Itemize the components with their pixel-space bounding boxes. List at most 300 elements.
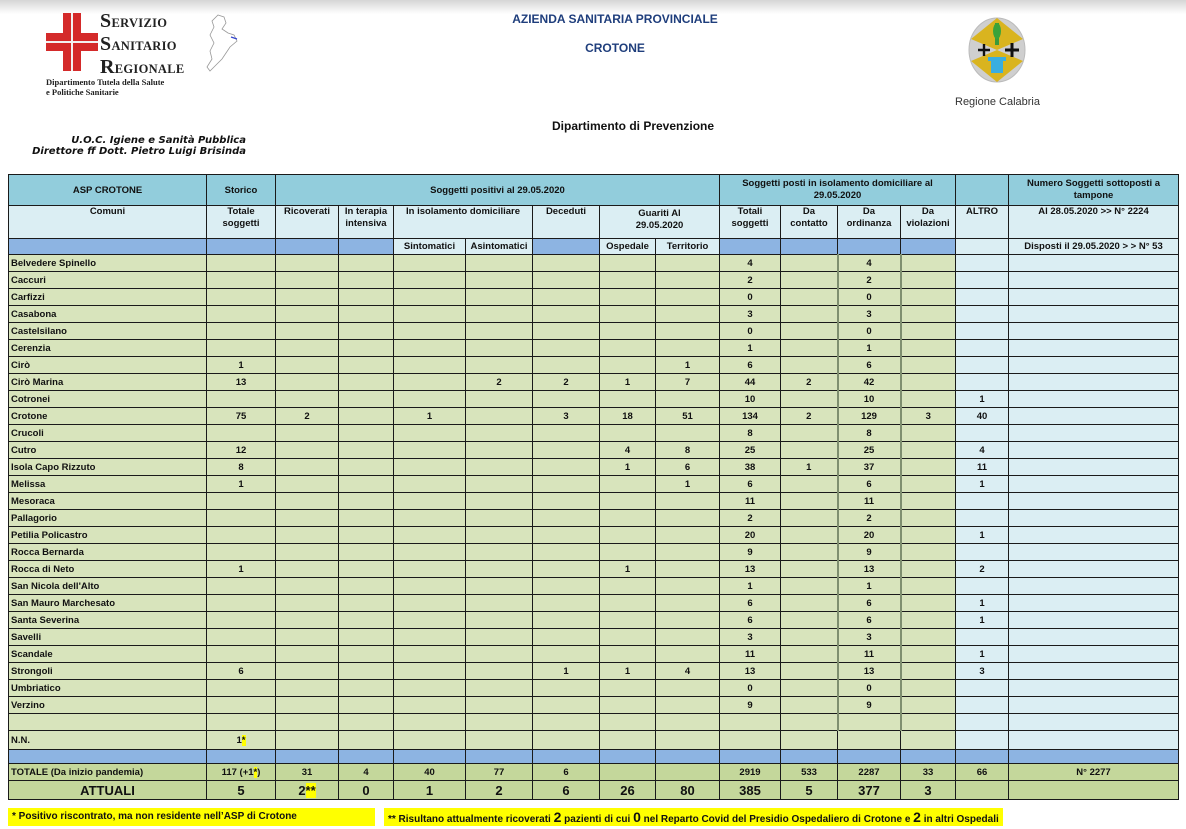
cell-contatto — [781, 510, 838, 527]
comune-name: Santa Severina — [9, 612, 207, 629]
cell-ric — [276, 561, 339, 578]
header-isol-dom: In isolamento domiciliare — [394, 206, 533, 239]
cell-terr — [656, 612, 720, 629]
cell-ordinanza: 9 — [838, 697, 901, 714]
table-row — [9, 357, 1179, 374]
cell-ric — [276, 255, 339, 272]
cell-asint — [466, 272, 533, 289]
cell-dec — [533, 425, 600, 442]
table-row — [9, 510, 1179, 527]
cell-ric — [276, 510, 339, 527]
cell-ti — [339, 714, 394, 731]
cell-osp — [600, 697, 656, 714]
covid-data-table — [8, 174, 1179, 800]
cell-ordinanza: 1 — [838, 340, 901, 357]
cell-altro — [956, 680, 1009, 697]
cell-osp — [600, 595, 656, 612]
cell-asint — [466, 442, 533, 459]
cell-ti — [339, 459, 394, 476]
cell-sint — [394, 697, 466, 714]
cell-contatto — [781, 493, 838, 510]
cell-isol_tot: 6 — [720, 612, 781, 629]
cell-asint — [466, 646, 533, 663]
cell-sint — [394, 425, 466, 442]
cell-ordinanza: 6 — [838, 476, 901, 493]
cell-tampone — [1009, 306, 1179, 323]
cell-violazioni — [901, 272, 956, 289]
cell-terr — [656, 629, 720, 646]
cell-asint — [466, 714, 533, 731]
cell-dec — [533, 357, 600, 374]
cell-osp — [600, 340, 656, 357]
cell-tot: 8 — [207, 459, 276, 476]
header-sintomatici: Sintomatici — [394, 239, 466, 255]
cell-contatto — [781, 255, 838, 272]
cell-ordinanza: 6 — [838, 595, 901, 612]
cell-dec — [533, 527, 600, 544]
cell-tampone — [1009, 544, 1179, 561]
header-disposti: Disposti il 29.05.2020 > > N° 53 — [1009, 239, 1179, 255]
cell-sint — [394, 442, 466, 459]
table-row — [9, 527, 1179, 544]
cell-isol_tot: 44 — [720, 374, 781, 391]
cell-ordinanza — [838, 714, 901, 731]
cell-altro — [956, 289, 1009, 306]
cell-asint — [466, 561, 533, 578]
cell-ti — [339, 425, 394, 442]
cell-dec — [533, 697, 600, 714]
cell-osp — [600, 255, 656, 272]
cell-violazioni — [901, 442, 956, 459]
cell-dec — [533, 646, 600, 663]
table-row — [9, 714, 1179, 731]
cell-ordinanza: 10 — [838, 391, 901, 408]
cell-ordinanza: 37 — [838, 459, 901, 476]
cell-violazioni — [901, 323, 956, 340]
cell-contatto — [781, 425, 838, 442]
cell-asint — [466, 578, 533, 595]
cell-dec — [533, 680, 600, 697]
cell-terr — [656, 425, 720, 442]
cell-tampone — [1009, 425, 1179, 442]
cell-altro — [956, 493, 1009, 510]
cell-tot — [207, 255, 276, 272]
table-row — [9, 289, 1179, 306]
cell-ti — [339, 493, 394, 510]
table-row-attuali: ATTUALI 5 2** 0 1 2 6 26 80 385 5 377 3 — [9, 781, 1179, 800]
cell-violazioni — [901, 544, 956, 561]
footnote-1: * Positivo riscontrato, ma non residente nell’ASP di Crotone — [8, 808, 375, 826]
cell-sint — [394, 510, 466, 527]
cell-contatto — [781, 357, 838, 374]
cell-dec — [533, 629, 600, 646]
cell-tot — [207, 306, 276, 323]
header-terapia: In terapia intensiva — [339, 206, 394, 239]
cell-ti — [339, 357, 394, 374]
header-asp: ASP CROTONE — [9, 175, 207, 206]
cell-isol_tot: 10 — [720, 391, 781, 408]
cell-sint — [394, 544, 466, 561]
asp-city: CROTONE — [585, 41, 645, 55]
cell-violazioni — [901, 289, 956, 306]
cell-ordinanza: 42 — [838, 374, 901, 391]
cell-dec — [533, 578, 600, 595]
comune-name: Savelli — [9, 629, 207, 646]
table-row — [9, 544, 1179, 561]
table-row — [9, 323, 1179, 340]
cell-altro — [956, 357, 1009, 374]
table-row — [9, 629, 1179, 646]
cell-violazioni — [901, 561, 956, 578]
cell-osp — [600, 476, 656, 493]
cell-violazioni — [901, 714, 956, 731]
cell-osp — [600, 425, 656, 442]
cell-violazioni — [901, 629, 956, 646]
header-row-1 — [9, 175, 1179, 206]
comune-name: Cotronei — [9, 391, 207, 408]
attuali-label: ATTUALI — [9, 781, 207, 800]
cell-ti — [339, 646, 394, 663]
cell-altro — [956, 697, 1009, 714]
cell-isol_tot — [720, 714, 781, 731]
cell-asint — [466, 391, 533, 408]
cell-altro: 1 — [956, 612, 1009, 629]
comune-name: Cerenzia — [9, 340, 207, 357]
cell-sint — [394, 391, 466, 408]
header-altro: ALTRO — [956, 206, 1009, 239]
cell-ric — [276, 629, 339, 646]
cell-ric — [276, 578, 339, 595]
cell-isol_tot: 1 — [720, 578, 781, 595]
cell-isol_tot: 134 — [720, 408, 781, 425]
cell-asint — [466, 425, 533, 442]
cell-ric — [276, 646, 339, 663]
cell-sint — [394, 323, 466, 340]
cell-tampone — [1009, 255, 1179, 272]
cell-terr — [656, 255, 720, 272]
cell-altro — [956, 374, 1009, 391]
cell-tot: 75 — [207, 408, 276, 425]
cell-tot — [207, 425, 276, 442]
cell-contatto — [781, 323, 838, 340]
table-row — [9, 255, 1179, 272]
asp-title: AZIENDA SANITARIA PROVINCIALE — [512, 12, 718, 26]
cell-sint — [394, 680, 466, 697]
cell-asint — [466, 323, 533, 340]
cell-ric — [276, 612, 339, 629]
cell-isol_tot: 0 — [720, 680, 781, 697]
cell-dec — [533, 714, 600, 731]
cell-dec — [533, 323, 600, 340]
comune-name: Melissa — [9, 476, 207, 493]
cell-altro — [956, 323, 1009, 340]
header-altro-blank — [956, 175, 1009, 206]
cell-ric — [276, 289, 339, 306]
cell-ti — [339, 680, 394, 697]
cell-ordinanza: 2 — [838, 510, 901, 527]
cell-ti — [339, 289, 394, 306]
header-da-contatto: Da contatto — [781, 206, 838, 239]
cell-tampone — [1009, 289, 1179, 306]
cell-ric — [276, 527, 339, 544]
cell-tot — [207, 646, 276, 663]
cell-sint — [394, 306, 466, 323]
cell-ti — [339, 595, 394, 612]
table-row — [9, 408, 1179, 425]
cell-dec — [533, 510, 600, 527]
header-guariti: Guariti Al 29.05.2020 — [600, 206, 720, 239]
cell-terr — [656, 323, 720, 340]
header-da-ordinanza: Da ordinanza — [838, 206, 901, 239]
region-label: Regione Calabria — [955, 96, 1040, 108]
comune-name: Verzino — [9, 697, 207, 714]
cell-osp: 1 — [600, 663, 656, 680]
header-territorio: Territorio — [656, 239, 720, 255]
cell-ordinanza: 11 — [838, 493, 901, 510]
cell-asint — [466, 357, 533, 374]
cell-tampone — [1009, 493, 1179, 510]
cell-contatto — [781, 561, 838, 578]
cell-ric — [276, 663, 339, 680]
cell-altro — [956, 714, 1009, 731]
cell-contatto — [781, 714, 838, 731]
cell-isol_tot: 25 — [720, 442, 781, 459]
data-rows — [9, 255, 1179, 731]
cell-dec — [533, 306, 600, 323]
cell-ti — [339, 272, 394, 289]
comune-name: Petilia Policastro — [9, 527, 207, 544]
cell-isol_tot: 11 — [720, 646, 781, 663]
cell-ti — [339, 374, 394, 391]
cell-ric — [276, 459, 339, 476]
cell-altro: 2 — [956, 561, 1009, 578]
cell-tampone — [1009, 663, 1179, 680]
cell-tot — [207, 493, 276, 510]
cell-ordinanza: 20 — [838, 527, 901, 544]
cell-altro: 4 — [956, 442, 1009, 459]
table-row — [9, 272, 1179, 289]
table-row-totale: TOTALE (Da inizio pandemia) 117 (+1*) 31 4 40 77 6 2919 533 2287 33 66 N° 2277 — [9, 764, 1179, 781]
cell-violazioni — [901, 697, 956, 714]
cell-violazioni: 3 — [901, 408, 956, 425]
cell-ordinanza: 4 — [838, 255, 901, 272]
cell-tampone — [1009, 714, 1179, 731]
comune-name: Carfizzi — [9, 289, 207, 306]
cell-contatto: 2 — [781, 408, 838, 425]
cell-tot: 1 — [207, 476, 276, 493]
table-row — [9, 595, 1179, 612]
cell-sint — [394, 629, 466, 646]
cell-tampone — [1009, 442, 1179, 459]
cell-asint — [466, 459, 533, 476]
cell-sint — [394, 663, 466, 680]
cell-tot — [207, 629, 276, 646]
cell-ordinanza: 1 — [838, 578, 901, 595]
cell-terr — [656, 697, 720, 714]
cell-ti — [339, 391, 394, 408]
cell-ric — [276, 272, 339, 289]
cell-sint — [394, 289, 466, 306]
cell-violazioni — [901, 646, 956, 663]
cell-contatto — [781, 544, 838, 561]
cell-violazioni — [901, 374, 956, 391]
cell-contatto — [781, 391, 838, 408]
comune-name: Scandale — [9, 646, 207, 663]
cell-altro — [956, 306, 1009, 323]
comune-name: San Nicola dell'Alto — [9, 578, 207, 595]
cell-isol_tot: 6 — [720, 476, 781, 493]
cell-tot: 12 — [207, 442, 276, 459]
cell-tot — [207, 680, 276, 697]
cell-tot — [207, 714, 276, 731]
cell-ric: 2 — [276, 408, 339, 425]
cell-asint — [466, 612, 533, 629]
cell-ric — [276, 476, 339, 493]
cell-isol_tot: 4 — [720, 255, 781, 272]
cell-violazioni — [901, 510, 956, 527]
cell-dec — [533, 476, 600, 493]
cell-contatto: 2 — [781, 374, 838, 391]
cell-violazioni — [901, 340, 956, 357]
cell-ti — [339, 578, 394, 595]
cell-ti — [339, 544, 394, 561]
comune-name: Casabona — [9, 306, 207, 323]
cell-tot — [207, 510, 276, 527]
cell-ric — [276, 544, 339, 561]
cell-isol_tot: 6 — [720, 595, 781, 612]
cell-osp — [600, 527, 656, 544]
cell-dec — [533, 561, 600, 578]
cell-sint — [394, 527, 466, 544]
cell-altro: 11 — [956, 459, 1009, 476]
cell-ti — [339, 527, 394, 544]
cell-asint — [466, 544, 533, 561]
cell-terr — [656, 714, 720, 731]
comune-name: Cutro — [9, 442, 207, 459]
cell-ric — [276, 680, 339, 697]
header-storico: Storico — [207, 175, 276, 206]
cell-tampone — [1009, 459, 1179, 476]
cell-osp — [600, 272, 656, 289]
cell-asint — [466, 510, 533, 527]
cell-contatto — [781, 306, 838, 323]
cell-dec: 3 — [533, 408, 600, 425]
cell-terr — [656, 306, 720, 323]
cell-ric — [276, 714, 339, 731]
cell-sint — [394, 255, 466, 272]
cell-tampone — [1009, 561, 1179, 578]
ssr-subtitle: Dipartimento Tutela della Salute e Politiche Sanitarie — [46, 77, 165, 97]
cell-ric — [276, 595, 339, 612]
comune-name: Rocca Bernarda — [9, 544, 207, 561]
cell-asint — [466, 476, 533, 493]
comune-name: Cirò — [9, 357, 207, 374]
cell-terr — [656, 595, 720, 612]
cell-ti — [339, 510, 394, 527]
cell-contatto — [781, 612, 838, 629]
cell-osp — [600, 544, 656, 561]
cell-violazioni — [901, 493, 956, 510]
table-row — [9, 697, 1179, 714]
cell-terr — [656, 510, 720, 527]
cell-ti — [339, 323, 394, 340]
table-row — [9, 306, 1179, 323]
header-da-violazioni: Da violazioni — [901, 206, 956, 239]
cell-contatto: 1 — [781, 459, 838, 476]
cell-sint — [394, 612, 466, 629]
cell-tot — [207, 527, 276, 544]
cell-osp — [600, 646, 656, 663]
header-row-3 — [9, 239, 1179, 255]
cell-terr: 8 — [656, 442, 720, 459]
cell-violazioni — [901, 459, 956, 476]
cell-terr — [656, 272, 720, 289]
cell-dec — [533, 442, 600, 459]
table-row — [9, 578, 1179, 595]
cell-ric — [276, 425, 339, 442]
cell-isol_tot: 13 — [720, 663, 781, 680]
cell-osp: 1 — [600, 561, 656, 578]
cell-terr — [656, 578, 720, 595]
comune-name: Crucoli — [9, 425, 207, 442]
cell-contatto — [781, 680, 838, 697]
cell-ti — [339, 306, 394, 323]
cell-tampone — [1009, 578, 1179, 595]
cell-osp — [600, 612, 656, 629]
cell-tot — [207, 391, 276, 408]
cell-contatto — [781, 646, 838, 663]
cell-ric — [276, 442, 339, 459]
cell-dec — [533, 255, 600, 272]
comune-name — [9, 714, 207, 731]
header-isolamento: Soggetti posti in isolamento domiciliare al 29.05.2020 — [720, 175, 956, 206]
cell-tampone — [1009, 408, 1179, 425]
cell-dec — [533, 493, 600, 510]
cell-sint — [394, 646, 466, 663]
cell-tampone — [1009, 510, 1179, 527]
cell-violazioni — [901, 357, 956, 374]
cell-sint — [394, 714, 466, 731]
cell-tampone — [1009, 476, 1179, 493]
cell-ordinanza: 3 — [838, 306, 901, 323]
cell-ti — [339, 476, 394, 493]
cell-terr — [656, 544, 720, 561]
cell-tot — [207, 578, 276, 595]
cell-osp: 18 — [600, 408, 656, 425]
footnote-2: ** Risultano attualmente ricoverati 2 pazienti di cui 0 nel Reparto Covid del Presidio Ospedaliero di Crotone e 2 in altri Ospedali — [384, 808, 1003, 826]
cell-terr: 7 — [656, 374, 720, 391]
cell-tot: 13 — [207, 374, 276, 391]
header-ricoverati: Ricoverati — [276, 206, 339, 239]
cell-ordinanza: 11 — [838, 646, 901, 663]
cell-isol_tot: 8 — [720, 425, 781, 442]
cell-osp: 4 — [600, 442, 656, 459]
cell-osp — [600, 510, 656, 527]
cell-asint — [466, 680, 533, 697]
cell-sint — [394, 493, 466, 510]
cell-osp — [600, 323, 656, 340]
table-row — [9, 442, 1179, 459]
cell-violazioni — [901, 595, 956, 612]
cell-osp — [600, 357, 656, 374]
cell-isol_tot: 2 — [720, 272, 781, 289]
comune-name: Crotone — [9, 408, 207, 425]
comune-name: Umbriatico — [9, 680, 207, 697]
cell-asint — [466, 663, 533, 680]
cell-contatto — [781, 272, 838, 289]
cell-tot — [207, 697, 276, 714]
cell-ordinanza: 0 — [838, 289, 901, 306]
